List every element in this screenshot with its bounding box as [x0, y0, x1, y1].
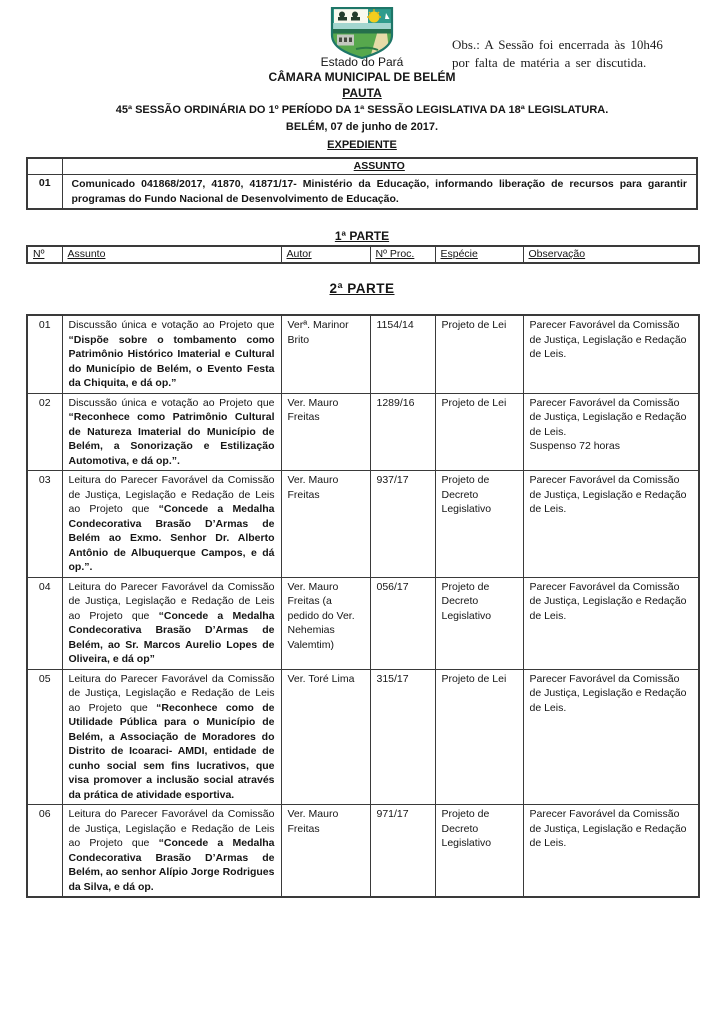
- cell-proc: 971/17: [370, 805, 435, 898]
- expediente-header-empty-cell: [27, 158, 62, 175]
- parte1-table: [26, 245, 700, 264]
- session-title: 45ª SESSÃO ORDINÁRIA DO 1º PERÍODO DA 1ª SESSÃO LEGISLATIVA DA 18ª LEGISLATURA.: [115, 104, 609, 116]
- chamber-title: CÂMARA MUNICIPAL DE BELÉM: [268, 70, 456, 84]
- col-header-proc: [370, 246, 435, 263]
- cell-num: 06: [27, 805, 62, 898]
- cell-especie: Projeto de Lei: [435, 393, 523, 471]
- observacao-text: Parecer Favorável da Comissão de Justiça, Legislação e Redação de Leis.: [529, 672, 687, 714]
- assunto-destaque: “Reconhece como de Utilidade Pública para o Município de Belém, a Associação de Moradores do Distrito de Icoaraci- AMDI, entidade de cunho social sem fins lucrativos, que visa promover a inclusão social através da prática de atividade esportiva.: [68, 701, 275, 801]
- cell-num: 05: [27, 669, 62, 805]
- expediente-header-assunto-cell: [62, 158, 697, 175]
- cell-especie: Projeto de Lei: [435, 669, 523, 805]
- table-row: [27, 669, 699, 805]
- cell-observacao: [523, 577, 699, 669]
- cell-proc: 056/17: [370, 577, 435, 669]
- parte1-header-row: [27, 246, 699, 263]
- cell-autor: Ver. Toré Lima: [281, 669, 370, 805]
- cell-especie: Projeto de Decreto Legislativo: [435, 805, 523, 898]
- expediente-heading: [0, 139, 724, 151]
- col-header-observacao-label: Observação: [528, 248, 586, 260]
- place-date: BELÉM, 07 de junho de 2017.: [285, 121, 439, 133]
- cell-observacao: [523, 393, 699, 471]
- expediente-heading-text: EXPEDIENTE: [327, 139, 397, 151]
- observacao-text: Parecer Favorável da Comissão de Justiça, Legislação e Redação de Leis.: [529, 396, 687, 438]
- col-header-num-label: Nº: [33, 248, 45, 260]
- cell-especie: Projeto de Lei: [435, 315, 523, 393]
- cell-observacao: [523, 669, 699, 805]
- cell-observacao: [523, 805, 699, 898]
- assunto-intro: Leitura do Parecer Favorável da Comissão de Justiça, Legislação e Redação de Leis ao Projeto que: [68, 580, 275, 622]
- cell-assunto: [62, 577, 281, 669]
- assunto-destaque: “Dispõe sobre o tombamento como Patrimônio Histórico Imaterial e Cultural do Município de Belém, o Evento Festa da Chiquita, e dá op.”: [68, 333, 275, 389]
- cell-autor: Ver. Mauro Freitas: [281, 393, 370, 471]
- parte2-heading-text: 2ª PARTE: [329, 281, 395, 296]
- parte1-heading: [0, 229, 724, 243]
- observacao-text: Parecer Favorável da Comissão de Justiça, Legislação e Redação de Leis.: [529, 580, 687, 622]
- expediente-table: [26, 157, 698, 210]
- assunto-destaque: “Concede a Medalha Condecorativa Brasão D’Armas de Belém, ao senhor Alípio Jorge Rodrigues da Silva, e dá op.: [68, 837, 275, 893]
- cell-autor: Verª. Marinor Brito: [281, 315, 370, 393]
- assunto-intro: Discussão única e votação ao Projeto que: [68, 396, 275, 409]
- cell-observacao: [523, 471, 699, 578]
- assunto-intro: Leitura do Parecer Favorável da Comissão de Justiça, Legislação e Redação de Leis ao Projeto que: [68, 672, 275, 714]
- assunto-intro: Discussão única e votação ao Projeto que: [68, 319, 275, 331]
- cell-especie: Projeto de Decreto Legislativo: [435, 471, 523, 578]
- assunto-destaque: “Concede a Medalha Condecorativa Brasão D’Armas de Belém ao Exmo. Senhor Dr. Alberto Antônio de Albuquerque Campos, e dá op.”.: [68, 503, 275, 573]
- observacao-text: Parecer Favorável da Comissão de Justiça, Legislação e Redação de Leis.: [529, 319, 687, 360]
- table-row: [27, 805, 699, 898]
- table-row: [27, 577, 699, 669]
- table-row: [27, 471, 699, 578]
- expediente-row-text: Comunicado 041868/2017, 41870, 41871/17- Ministério da Educação, informando liberação de recursos para garantir programas do Fundo Nacional de Desenvolvimento de Educação.: [62, 175, 697, 210]
- cell-proc: 315/17: [370, 669, 435, 805]
- coat-of-arms-logo: [330, 7, 394, 59]
- cell-assunto: [62, 471, 281, 578]
- cell-observacao: [523, 315, 699, 393]
- assunto-destaque: “Reconhece como Patrimônio Cultural de Natureza Imaterial do Município de Belém, a Sonorização e Estilização Automotiva, e dá op.”.: [68, 411, 275, 467]
- document-title-text: PAUTA: [342, 86, 382, 100]
- col-header-assunto: [62, 246, 281, 263]
- assunto-header-label: ASSUNTO: [353, 160, 405, 172]
- assunto-intro: Leitura do Parecer Favorável da Comissão de Justiça, Legislação e Redação de Leis ao Projeto que: [68, 474, 275, 515]
- cell-autor: Ver. Mauro Freitas: [281, 805, 370, 898]
- cell-proc: 1154/14: [370, 315, 435, 393]
- col-header-num: [27, 246, 62, 263]
- col-header-autor-label: Autor: [286, 248, 312, 260]
- session-note-line1: Obs.: A Sessão foi encerrada às 10h46: [452, 37, 663, 52]
- cell-num: 01: [27, 315, 62, 393]
- cell-autor: Ver. Mauro Freitas (a pedido do Ver. Nehemias Valemtim): [281, 577, 370, 669]
- cell-proc: 937/17: [370, 471, 435, 578]
- observacao-extra: Suspenso 72 horas: [529, 440, 620, 452]
- assunto-destaque: “Concede a Medalha Condecorativa Brasão D’Armas de Belém, ao Sr. Marcos Aurelio Lopes de Oliveira, e dá op”: [68, 609, 275, 665]
- cell-autor: Ver. Mauro Freitas: [281, 471, 370, 578]
- parte1-heading-text: 1ª PARTE: [334, 229, 390, 243]
- cell-assunto: [62, 315, 281, 393]
- col-header-especie-label: Espécie: [440, 248, 478, 260]
- cell-num: 04: [27, 577, 62, 669]
- parte2-table: [26, 314, 700, 898]
- cell-proc: 1289/16: [370, 393, 435, 471]
- cell-assunto: [62, 805, 281, 898]
- cell-num: 02: [27, 393, 62, 471]
- cell-assunto: [62, 669, 281, 805]
- expediente-row: [27, 175, 697, 210]
- state-label: Estado do Pará: [320, 55, 404, 69]
- expediente-header-row: [27, 158, 697, 175]
- table-row: [27, 393, 699, 471]
- assunto-intro: Leitura do Parecer Favorável da Comissão de Justiça, Legislação e Redação de Leis ao Projeto que: [68, 808, 275, 849]
- cell-num: 03: [27, 471, 62, 578]
- session-note-line2: por falta de matéria a ser discutida.: [452, 54, 647, 70]
- col-header-assunto-label: Assunto: [67, 248, 106, 260]
- col-header-observacao: [523, 246, 699, 263]
- shield-icon: [330, 7, 394, 59]
- table-row: [27, 315, 699, 393]
- expediente-row-number: 01: [27, 175, 62, 210]
- cell-assunto: [62, 393, 281, 471]
- cell-especie: Projeto de Decreto Legislativo: [435, 577, 523, 669]
- col-header-autor: [281, 246, 370, 263]
- col-header-proc-label: Nº Proc.: [375, 248, 415, 260]
- parte2-heading: [0, 281, 724, 296]
- observacao-text: Parecer Favorável da Comissão de Justiça, Legislação e Redação de Leis.: [529, 808, 687, 849]
- document-title: [0, 86, 724, 100]
- observacao-text: Parecer Favorável da Comissão de Justiça, Legislação e Redação de Leis.: [529, 474, 687, 515]
- col-header-especie: [435, 246, 523, 263]
